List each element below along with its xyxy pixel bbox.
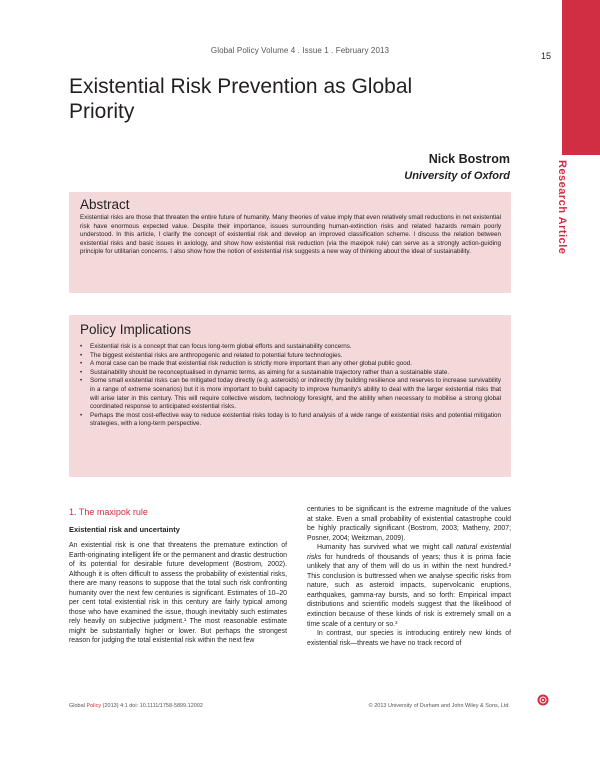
body-paragraph: In contrast, our species is introducing entirely new kinds of existential risk—threats we have no track record of bbox=[307, 630, 511, 647]
policy-item: • Perhaps the most cost-effective way to reduce existential risks today is to fund analysis of a wide range of existential risks and potential mitigation strategies, with a long-term perspective. bbox=[80, 412, 501, 429]
page-number: 15 bbox=[541, 51, 552, 61]
body-text: for hundreds of thousands of years; thus it is prima facie unlikely that any of them will do us in within the next hundred.² This conclusion is buttressed when we analyse specific risks from nature, such as asteroid impacts, supervolcanic eruptions, earthquakes, gamma-ray bursts, and so forth: Empirical impact distributions and scientific models suggest that the likelihood of extinction because of these kinds of risk is extremely small on a time scale of a century or so.³ bbox=[307, 553, 511, 628]
abstract-text: Existential risks are those that threaten the entire future of humanity. Many theories of value imply that even relatively small reductions in net existential risk have enormous expected value. Despite their importance, issues surrounding human-extinction risks and related hazards remain poorly understood. In this article, I clarify the concept of existential risk and develop an improved classification scheme. I discuss the relation between existential risks and basic issues in axiology, and show how existential risk reduction (via the maxipok rule) can serve as a strongly action-guiding principle for utilitarian concerns. I also show how the notion of existential risk suggests a new way of thinking about the ideal of sustainability. bbox=[80, 214, 501, 256]
policy-item: • A moral case can be made that existential risk reduction is strictly more important than any other global public good. bbox=[80, 360, 501, 369]
body-column-left bbox=[69, 541, 287, 646]
policy-list bbox=[80, 343, 501, 429]
body-paragraph: centuries to be significant is the extreme magnitude of the values at stake. Even a small probability of existential catastrophe could be highly practically significant (Bostrom, 2003; Matheny, 2007; Posner, 2004; Weitzman, 2009). bbox=[307, 506, 511, 542]
publisher-logo-icon bbox=[537, 694, 549, 706]
author-name: Nick Bostrom bbox=[428, 152, 510, 166]
body-column-right bbox=[307, 505, 511, 648]
journal-prefix: Global bbox=[69, 703, 87, 709]
article-title: Existential Risk Prevention as Global Priority bbox=[69, 75, 413, 123]
author-affiliation: University of Oxford bbox=[404, 170, 510, 182]
footer-copyright: © 2013 University of Durham and John Wiley & Sons, Ltd. bbox=[368, 703, 510, 709]
policy-item: • Sustainability should be reconceptualised in dynamic terms, as aiming for a sustainable trajectory rather than a sustainable state. bbox=[80, 369, 501, 378]
citation-text: (2013) 4:1 doi: 10.1111/1758-5899.12002 bbox=[101, 703, 203, 709]
section-label-text: Research Article bbox=[556, 160, 568, 255]
section-label bbox=[556, 160, 596, 310]
body-emphasis: natural existential risks bbox=[307, 544, 512, 561]
policy-item: • Existential risk is a concept that can focus long-term global efforts and sustainability concerns. bbox=[80, 343, 501, 352]
sidebar-accent-bar bbox=[562, 0, 600, 155]
journal-name: Policy bbox=[86, 703, 102, 709]
section-heading: 1. The maxipok rule bbox=[69, 507, 148, 517]
section-subheading: Existential risk and uncertainty bbox=[69, 525, 180, 534]
policy-item: • Some small existential risks can be mitigated today directly (e.g. asteroids) or indirectly (by building resilience and reserves to increase survivability in a range of extreme scenarios) but it is more important to build capacity to improve humanity's ability to deal with the larger existential risks that will arise later in this century. This will require collective wisdom, technology foresight, and the ability when necessary to mobilise a strong global coordinated response to anticipated existential risks. bbox=[80, 377, 501, 411]
body-text: Humanity has survived what we might call bbox=[317, 544, 457, 552]
body-paragraph: An existential risk is one that threatens the premature extinction of Earth-originating intelligent life or the permanent and drastic destruction of its potential for desirable future development (Bostrom, 2002). Although it is often difficult to assess the probability of existential risks, there are many reasons to suppose that the total such risk confronting humanity over the next few centuries is significant. Estimates of 10–20 per cent total existential risk in this century are fairly typical among those who have examined the issue, though inevitably such estimates rely heavily on subjective judgment.¹ The most reasonable estimate might be substantially higher or lower. But perhaps the strongest reason for judging the total existential risk within the next few bbox=[69, 542, 287, 645]
body-paragraph bbox=[307, 543, 511, 629]
policy-heading: Policy Implications bbox=[80, 322, 192, 337]
abstract-heading: Abstract bbox=[80, 197, 130, 212]
policy-item: • The biggest existential risks are anthropogenic and related to potential future technologies. bbox=[80, 352, 501, 361]
footer-citation bbox=[69, 703, 203, 709]
running-head: Global Policy Volume 4 . Issue 1 . February 2013 bbox=[210, 46, 390, 55]
